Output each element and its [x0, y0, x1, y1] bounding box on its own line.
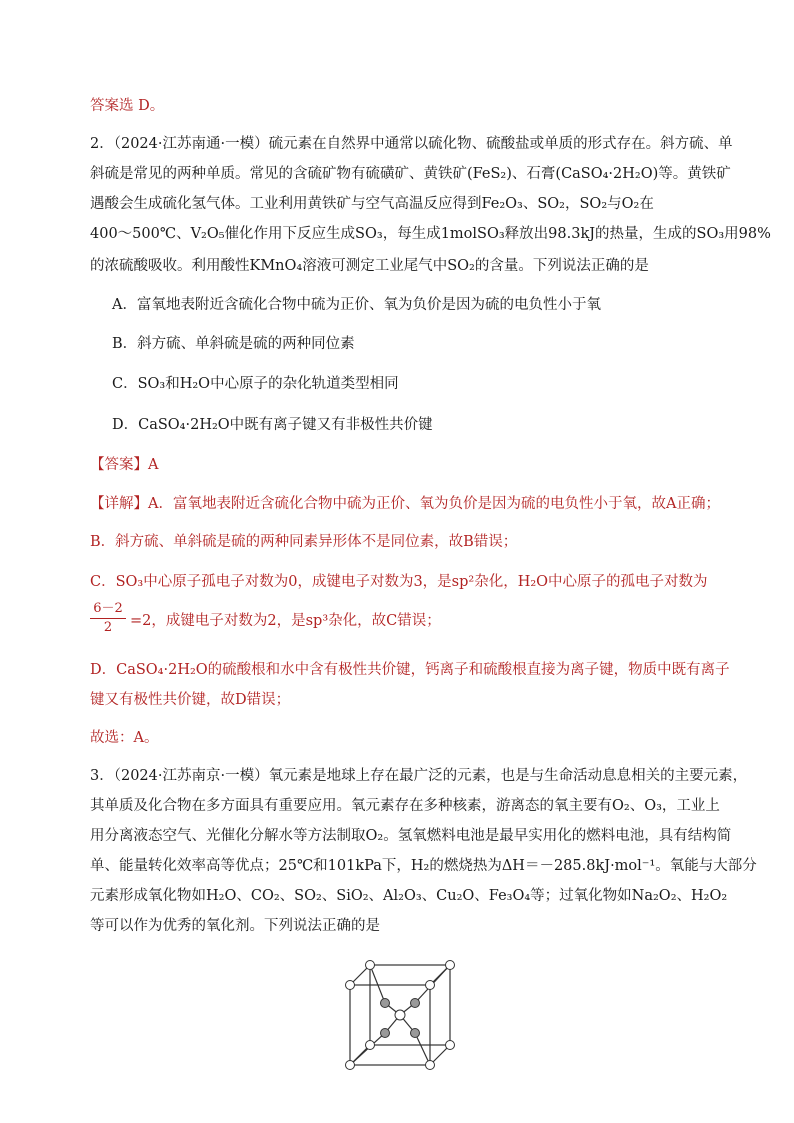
q2-answer: 【答案】A	[90, 457, 159, 473]
q2-analysis-d: D．CaSO₄·2H₂O的硫酸根和水中含有极性共价键，钙离子和硫酸根直接为离子键，物质中既有离子	[90, 662, 730, 678]
q3-stem-line: 用分离液态空气、光催化分解水等方法制取O₂。氢氧燃料电池是最早实用化的燃料电池，具有结构简	[90, 828, 732, 844]
q2-option-a: A．富氧地表附近含硫化合物中硫为正价、氧为负价是因为硫的电负性小于氧	[112, 297, 601, 313]
q3-stem-line: 元素形成氧化物如H₂O、CO₂、SO₂、SiO₂、Al₂O₃、Cu₂O、Fe₃O₄等；过氧化物如Na₂O₂、H₂O₂	[90, 888, 728, 904]
fraction-denominator: 2	[103, 620, 113, 635]
q3-stem-line: 其单质及化合物在多方面具有重要应用。氧元素存在多种核素，游离态的氧主要有O₂、O₃，工业上	[90, 798, 720, 814]
fraction-numerator: 6－2	[90, 601, 126, 619]
q2-analysis-b: B．斜方硫、单斜硫是硫的两种同素异形体不是同位素，故B错误；	[90, 534, 518, 550]
q2-option-d: D．CaSO₄·2H₂O中既有离子键又有非极性共价键	[112, 417, 433, 433]
crystal-structure-diagram	[340, 955, 460, 1075]
q3-stem-line: 单、能量转化效率高等优点；25℃和101kPa下，H₂的燃烧热为ΔH＝－285.8kJ·mol⁻¹。氧能与大部分	[90, 858, 757, 874]
q2-stem-line: 斜硫是常见的两种单质。常见的含硫矿物有硫磺矿、黄铁矿(FeS₂)、石膏(CaSO₄·2H₂O)等。黄铁矿	[90, 166, 731, 182]
q2-analysis-a: 【详解】A．富氧地表附近含硫化合物中硫为正价、氧为负价是因为硫的电负性小于氧，故A正确；	[90, 496, 720, 512]
q2-stem-line: 2．（2024·江苏南通·一模）硫元素在自然界中通常以硫化物、硫酸盐或单质的形式存在。斜方硫、单	[90, 136, 733, 152]
q2-option-b: B．斜方硫、单斜硫是硫的两种同位素	[112, 336, 355, 352]
q1-answer-tail: 答案选 D。	[90, 98, 165, 114]
q3-stem-line: 3．（2024·江苏南京·一模）氧元素是地球上存在最广泛的元素，也是与生命活动息息相关的主要元素，	[90, 768, 748, 784]
fraction	[90, 601, 126, 636]
q2-stem-line: 的浓硫酸吸收。利用酸性KMnO₄溶液可测定工业尾气中SO₂的含量。下列说法正确的是	[90, 258, 649, 274]
q3-stem-line: 等可以作为优秀的氧化剂。下列说法正确的是	[90, 918, 380, 934]
q2-stem-line: 400～500℃、V₂O₅催化作用下反应生成SO₃，每生成1molSO₃释放出98.3kJ的热量，生成的SO₃用98%	[90, 226, 771, 242]
q2-conclusion: 故选：A。	[90, 730, 159, 746]
q2-analysis-c-tail: =2，成键电子对数为2，是sp³杂化，故C错误；	[130, 613, 441, 629]
q2-analysis-c: C．SO₃中心原子孤电子对数为0，成键电子对数为3，是sp²杂化，H₂O中心原子的孤电子对数为	[90, 574, 708, 590]
q2-analysis-d: 键又有极性共价键，故D错误；	[90, 692, 291, 708]
q2-stem-line: 遇酸会生成硫化氢气体。工业利用黄铁矿与空气高温反应得到Fe₂O₃、SO₂，SO₂与O₂在	[90, 196, 654, 212]
q2-option-c: C．SO₃和H₂O中心原子的杂化轨道类型相同	[112, 376, 399, 392]
